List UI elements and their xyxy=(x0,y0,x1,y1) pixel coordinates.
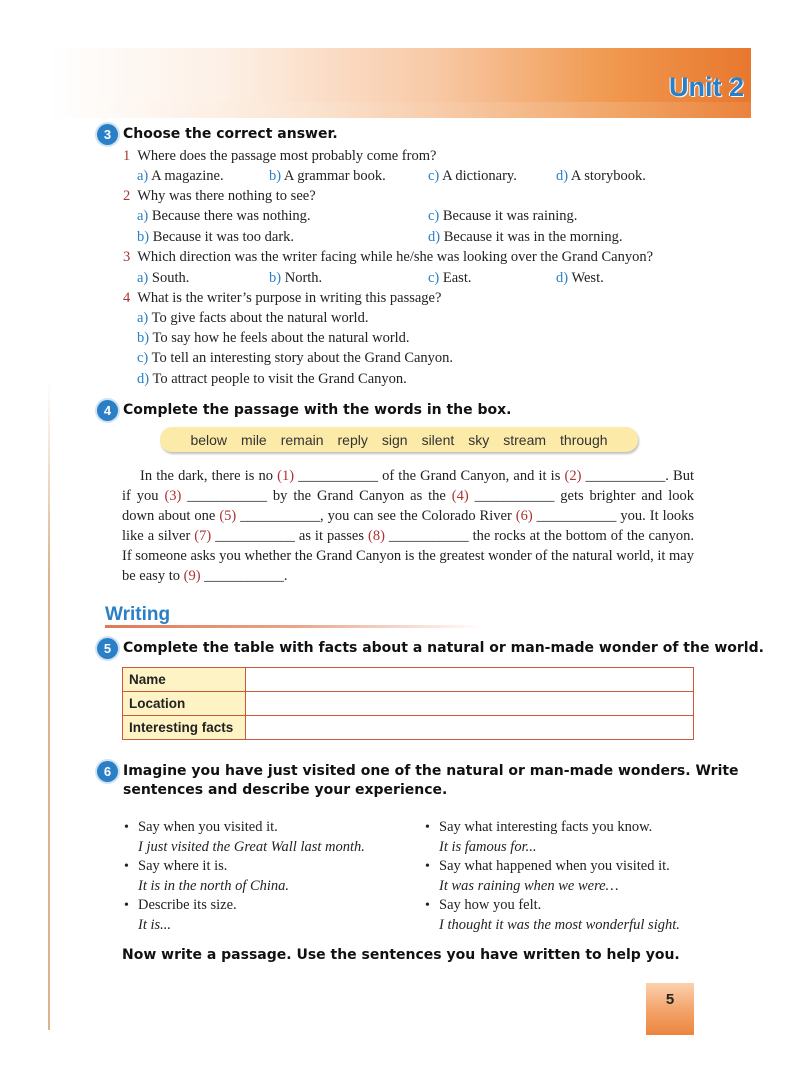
option[interactable]: c) Because it was raining. xyxy=(428,208,578,224)
option[interactable]: b) Because it was too dark. xyxy=(137,229,295,245)
bullet-example: I just visited the Great Wall last month. xyxy=(138,838,365,855)
bullet-example: It is famous for... xyxy=(439,838,537,855)
page-header-band xyxy=(48,48,751,118)
option[interactable]: a) South. xyxy=(137,270,190,286)
word: silent xyxy=(421,431,455,448)
exercise-5-title: Complete the table with facts about a natural or man-made wonder of the world. xyxy=(123,640,764,656)
word: below xyxy=(190,431,228,448)
blank-7[interactable]: (7) xyxy=(194,528,212,544)
table-row xyxy=(123,716,694,740)
blank-2[interactable]: (2) xyxy=(564,468,582,484)
exercise-4-title: Complete the passage with the words in the box. xyxy=(123,402,512,418)
blank-1[interactable]: (1) xyxy=(277,468,295,484)
blank-8[interactable]: (8) xyxy=(367,528,385,544)
option[interactable]: b) To say how he feels about the natural world. xyxy=(137,330,410,346)
bullet-item: • Say what interesting facts you know. xyxy=(423,818,680,838)
question-text: Where does the passage most probably come from? xyxy=(137,148,437,164)
row-label: Location xyxy=(123,692,246,716)
option[interactable]: b) North. xyxy=(269,270,323,286)
bullet-item: • Say what happened when you visited it. xyxy=(423,857,680,877)
bullet-item: • Say where it is. xyxy=(122,857,365,877)
blank-6[interactable]: (6) xyxy=(515,508,533,524)
option[interactable]: c) East. xyxy=(428,270,472,286)
exercise-5-number: 5 xyxy=(97,638,118,659)
row-label: Interesting facts xyxy=(123,716,246,740)
bullet-item: • Say how you felt. xyxy=(423,896,680,916)
word: remain xyxy=(280,431,324,448)
blank-4[interactable]: (4) xyxy=(451,488,469,504)
word: through xyxy=(560,431,608,448)
table-row xyxy=(123,692,694,716)
question-1 xyxy=(123,147,436,165)
gap-fill-passage: In the dark, there is no (1) ___________ of the Grand Canyon, and it is (2) ___________. But if you (3) ___________ by the Grand Canyon as the (4) ___________ gets brighter and look down about one (5) ___________, you can see the Colorado River (6) ___________ you. It looks like a silver (7) ___________ as it passes (8) ___________ the rocks at the bottom of the canyon. If someone asks you whether the Grand Canyon is the greatest wonder of the natural world, it may be easy to (9) ___________. xyxy=(122,468,695,584)
option[interactable]: b) A grammar book. xyxy=(269,168,386,184)
option[interactable]: c) To tell an interesting story about the Grand Canyon. xyxy=(137,350,454,366)
word: reply xyxy=(337,431,368,448)
bullet-example: It was raining when we were… xyxy=(439,877,619,894)
word-box xyxy=(160,427,638,452)
word: sky xyxy=(468,431,490,448)
option[interactable]: a) Because there was nothing. xyxy=(137,208,311,224)
final-instruction: Now write a passage. Use the sentences you have written to help you. xyxy=(122,947,680,963)
question-2: 2 Why was there nothing to see? xyxy=(123,188,316,204)
bullet-example: I thought it was the most wonderful sight. xyxy=(439,916,680,933)
exercise-3-number: 3 xyxy=(97,124,118,145)
question-number: 1 xyxy=(123,148,131,164)
page-number: 5 xyxy=(665,991,675,1008)
word: sign xyxy=(381,431,408,448)
word: stream xyxy=(503,431,547,448)
exercise-6-title-line2: sentences and describe your experience. xyxy=(123,782,448,798)
question-3: 3 Which direction was the writer facing while he/she was looking over the Grand Canyon? xyxy=(123,249,654,265)
table-row xyxy=(123,668,694,692)
page-number-tab xyxy=(646,983,694,1035)
bullet-item: • Describe its size. xyxy=(122,896,365,916)
question-4: 4 What is the writer’s purpose in writing this passage? xyxy=(123,290,442,306)
option[interactable]: c) A dictionary. xyxy=(428,168,517,184)
option[interactable]: d) To attract people to visit the Grand Canyon. xyxy=(137,371,407,387)
option[interactable]: a) To give facts about the natural world. xyxy=(137,310,369,326)
bullet-item: • Say when you visited it. xyxy=(122,818,365,838)
answer-cell[interactable] xyxy=(246,668,694,692)
blank-9[interactable]: (9) xyxy=(183,568,201,584)
unit-title: Unit 2 xyxy=(668,72,744,102)
bullet-example: It is in the north of China. xyxy=(138,877,290,894)
exercise-4-number: 4 xyxy=(97,400,118,421)
bullet-list-right xyxy=(423,818,680,935)
writing-underline xyxy=(105,625,485,628)
option[interactable]: a) A magazine. xyxy=(137,168,224,184)
exercise-6-number: 6 xyxy=(97,761,118,782)
facts-table xyxy=(122,667,694,740)
row-label: Name xyxy=(123,668,246,692)
exercise-6-title-line1: Imagine you have just visited one of the natural or man-made wonders. Write xyxy=(123,763,739,779)
blank-5[interactable]: (5) xyxy=(219,508,237,524)
margin-decoration xyxy=(48,380,50,1030)
writing-heading: Writing xyxy=(105,604,171,625)
option[interactable]: d) A storybook. xyxy=(556,168,646,184)
bullet-example: It is... xyxy=(138,916,172,933)
answer-cell[interactable] xyxy=(246,692,694,716)
blank-3[interactable]: (3) xyxy=(164,488,182,504)
exercise-3-title: Choose the correct answer. xyxy=(123,126,338,142)
bullet-list-left xyxy=(122,818,365,935)
word: mile xyxy=(241,431,267,448)
option[interactable]: d) West. xyxy=(556,270,604,286)
answer-cell[interactable] xyxy=(246,716,694,740)
option[interactable]: d) Because it was in the morning. xyxy=(428,229,623,245)
